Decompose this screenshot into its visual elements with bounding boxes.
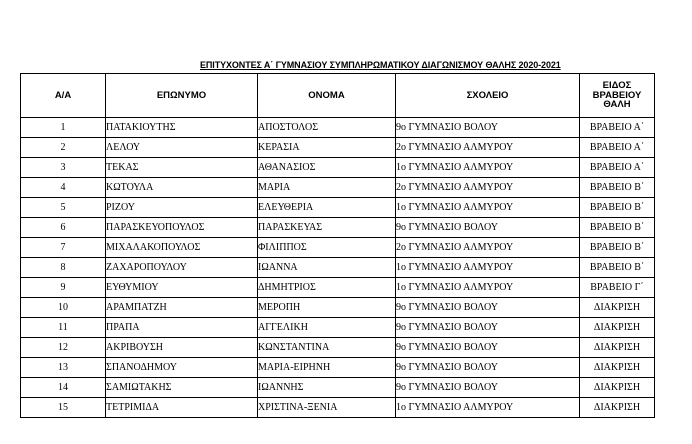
cell-award: ΒΡΑΒΕΙΟ Β΄ xyxy=(580,238,655,258)
cell-name: ΙΩΑΝΝΑ xyxy=(258,258,396,278)
cell-school: 1ο ΓΥΜΝΑΣΙΟ ΑΛΜΥΡΟΥ xyxy=(396,258,580,278)
cell-surname: ΑΡΑΜΠΑΤΖΗ xyxy=(106,298,258,318)
cell-surname: ΤΕΚΑΣ xyxy=(106,158,258,178)
cell-school: 1ο ΓΥΜΝΑΣΙΟ ΑΛΜΥΡΟΥ xyxy=(396,158,580,178)
header-award-line3: ΘΑΛΗ xyxy=(603,99,631,111)
cell-award: ΒΡΑΒΕΙΟ Α΄ xyxy=(580,118,655,138)
cell-award: ΔΙΑΚΡΙΣΗ xyxy=(580,358,655,378)
cell-award: ΒΡΑΒΕΙΟ Β΄ xyxy=(580,178,655,198)
cell-name: ΜΑΡΙΑ-ΕΙΡΗΝΗ xyxy=(258,358,396,378)
cell-school: 2ο ΓΥΜΝΑΣΙΟ ΑΛΜΥΡΟΥ xyxy=(396,178,580,198)
table-row xyxy=(21,398,655,418)
table-row xyxy=(21,358,655,378)
cell-surname: ΠΡΑΠΑ xyxy=(106,318,258,338)
table-row xyxy=(21,258,655,278)
cell-award: ΒΡΑΒΕΙΟ Β΄ xyxy=(580,218,655,238)
table-row xyxy=(21,178,655,198)
cell-school: 9ο ΓΥΜΝΑΣΙΟ ΒΟΛΟΥ xyxy=(396,118,580,138)
cell-num: 14 xyxy=(21,378,106,398)
cell-name: ΑΘΑΝΑΣΙΟΣ xyxy=(258,158,396,178)
cell-surname: ΣΑΜΙΩΤΑΚΗΣ xyxy=(106,378,258,398)
document-title: ΕΠΙΤΥΧΟΝΤΕΣ Α΄ ΓΥΜΝΑΣΙΟΥ ΣΥΜΠΛΗΡΩΜΑΤΙΚΟΥ ΔΙΑΓΩΝΙΣΜΟΥ ΘΑΛΗΣ 2020-2021 xyxy=(200,60,561,70)
cell-num: 2 xyxy=(21,138,106,158)
table-header-row xyxy=(21,74,655,118)
cell-name: ΜΕΡΟΠΗ xyxy=(258,298,396,318)
cell-award: ΔΙΑΚΡΙΣΗ xyxy=(580,378,655,398)
cell-num: 8 xyxy=(21,258,106,278)
cell-school: 9ο ΓΥΜΝΑΣΙΟ ΒΟΛΟΥ xyxy=(396,358,580,378)
cell-name: ΑΓΓΕΛΙΚΗ xyxy=(258,318,396,338)
cell-num: 13 xyxy=(21,358,106,378)
results-table xyxy=(20,73,655,418)
cell-num: 7 xyxy=(21,238,106,258)
cell-name: ΕΛΕΥΘΕΡΙΑ xyxy=(258,198,396,218)
cell-num: 1 xyxy=(21,118,106,138)
cell-surname: ΖΑΧΑΡΟΠΟΥΛΟΥ xyxy=(106,258,258,278)
header-surname: ΕΠΩΝΥΜΟ xyxy=(106,74,258,118)
cell-school: 1ο ΓΥΜΝΑΣΙΟ ΑΛΜΥΡΟΥ xyxy=(396,198,580,218)
cell-name: ΦΙΛΙΠΠΟΣ xyxy=(258,238,396,258)
header-award-line1: ΕΙΔΟΣ xyxy=(602,80,632,92)
cell-surname: ΑΚΡΙΒΟΥΣΗ xyxy=(106,338,258,358)
header-award-type xyxy=(580,74,655,118)
cell-num: 12 xyxy=(21,338,106,358)
table-row xyxy=(21,238,655,258)
cell-school: 9ο ΓΥΜΝΑΣΙΟ ΒΟΛΟΥ xyxy=(396,298,580,318)
cell-surname: ΜΙΧΑΛΑΚΟΠΟΥΛΟΣ xyxy=(106,238,258,258)
header-school: ΣΧΟΛΕΙΟ xyxy=(396,74,580,118)
table-row xyxy=(21,118,655,138)
cell-award: ΒΡΑΒΕΙΟ Γ΄ xyxy=(580,278,655,298)
cell-award: ΒΡΑΒΕΙΟ Α΄ xyxy=(580,158,655,178)
cell-award: ΔΙΑΚΡΙΣΗ xyxy=(580,338,655,358)
cell-name: ΚΕΡΑΣΙΑ xyxy=(258,138,396,158)
cell-num: 11 xyxy=(21,318,106,338)
cell-num: 4 xyxy=(21,178,106,198)
cell-num: 6 xyxy=(21,218,106,238)
cell-num: 15 xyxy=(21,398,106,418)
cell-award: ΔΙΑΚΡΙΣΗ xyxy=(580,398,655,418)
cell-award: ΒΡΑΒΕΙΟ Β΄ xyxy=(580,198,655,218)
table-row xyxy=(21,198,655,218)
cell-name: ΚΩΝΣΤΑΝΤΙΝΑ xyxy=(258,338,396,358)
cell-surname: ΚΩΤΟΥΛΑ xyxy=(106,178,258,198)
cell-school: 9ο ΓΥΜΝΑΣΙΟ ΒΟΛΟΥ xyxy=(396,318,580,338)
cell-num: 10 xyxy=(21,298,106,318)
cell-num: 5 xyxy=(21,198,106,218)
table-row xyxy=(21,158,655,178)
cell-num: 3 xyxy=(21,158,106,178)
table-row xyxy=(21,338,655,358)
cell-name: ΜΑΡΙΑ xyxy=(258,178,396,198)
table-row xyxy=(21,218,655,238)
cell-surname: ΠΑΡΑΣΚΕΥΟΠΟΥΛΟΣ xyxy=(106,218,258,238)
cell-name: ΧΡΙΣΤΙΝΑ-ΞΕΝΙΑ xyxy=(258,398,396,418)
cell-school: 1ο ΓΥΜΝΑΣΙΟ ΑΛΜΥΡΟΥ xyxy=(396,278,580,298)
table-row xyxy=(21,138,655,158)
cell-school: 2ο ΓΥΜΝΑΣΙΟ ΑΛΜΥΡΟΥ xyxy=(396,138,580,158)
header-name: ΟΝΟΜΑ xyxy=(258,74,396,118)
cell-award: ΔΙΑΚΡΙΣΗ xyxy=(580,298,655,318)
cell-surname: ΛΕΛΟΥ xyxy=(106,138,258,158)
header-num: Α/Α xyxy=(21,74,106,118)
cell-name: ΠΑΡΑΣΚΕΥΑΣ xyxy=(258,218,396,238)
cell-school: 9ο ΓΥΜΝΑΣΙΟ ΒΟΛΟΥ xyxy=(396,338,580,358)
cell-school: 9ο ΓΥΜΝΑΣΙΟ ΒΟΛΟΥ xyxy=(396,218,580,238)
cell-surname: ΡΙΖΟΥ xyxy=(106,198,258,218)
table-row xyxy=(21,318,655,338)
cell-school: 1ο ΓΥΜΝΑΣΙΟ ΑΛΜΥΡΟΥ xyxy=(396,398,580,418)
cell-school: 9ο ΓΥΜΝΑΣΙΟ ΒΟΛΟΥ xyxy=(396,378,580,398)
table-body xyxy=(21,118,655,418)
cell-surname: ΣΠΑΝΟΔΗΜΟΥ xyxy=(106,358,258,378)
cell-num: 9 xyxy=(21,278,106,298)
table-row xyxy=(21,278,655,298)
cell-school: 2ο ΓΥΜΝΑΣΙΟ ΑΛΜΥΡΟΥ xyxy=(396,238,580,258)
header-award-line2: ΒΡΑΒΕΙΟΥ xyxy=(592,89,642,101)
cell-name: ΑΠΟΣΤΟΛΟΣ xyxy=(258,118,396,138)
cell-award: ΒΡΑΒΕΙΟ Β΄ xyxy=(580,258,655,278)
table-row xyxy=(21,378,655,398)
cell-surname: ΤΕΤΡΙΜΙΔΑ xyxy=(106,398,258,418)
cell-award: ΒΡΑΒΕΙΟ Α΄ xyxy=(580,138,655,158)
cell-surname: ΠΑΤΑΚΙΟΥΤΗΣ xyxy=(106,118,258,138)
table-row xyxy=(21,298,655,318)
cell-name: ΙΩΑΝΝΗΣ xyxy=(258,378,396,398)
cell-name: ΔΗΜΗΤΡΙΟΣ xyxy=(258,278,396,298)
cell-surname: ΕΥΘΥΜΙΟΥ xyxy=(106,278,258,298)
cell-award: ΔΙΑΚΡΙΣΗ xyxy=(580,318,655,338)
